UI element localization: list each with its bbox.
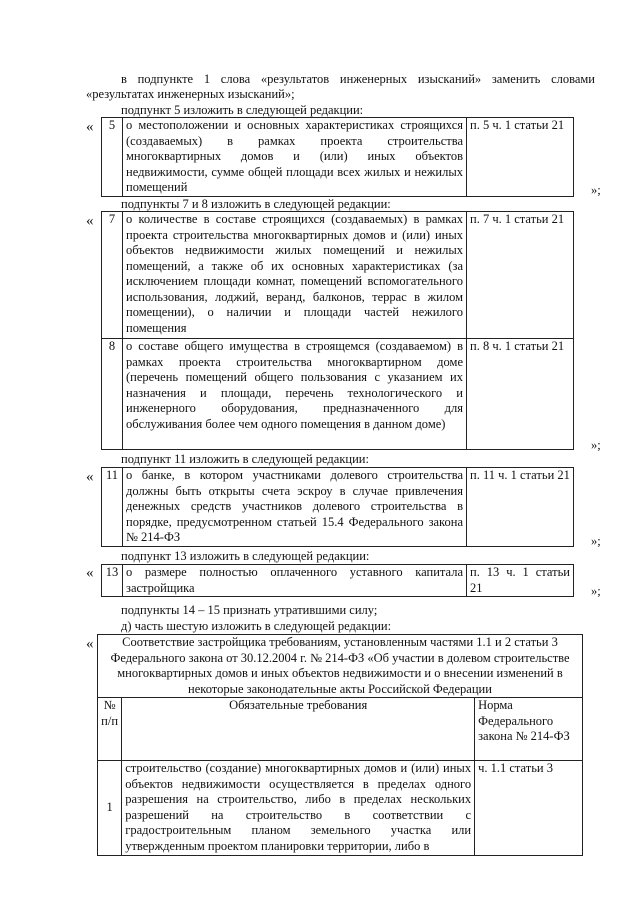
row-number: 1: [98, 761, 122, 856]
row-text: о составе общего имущества в строящемся (создаваемом) в рамках проекта строительства многоквартирном доме (перечень помещений общего пользования с указанием их назначения и площади, перечень технологического и инженерного оборудования, предназначенного для обслуживания более чем одного помещения в данном доме): [123, 339, 467, 450]
part-six-line: д) часть шестую изложить в следующей редакции:: [121, 619, 392, 633]
row-number: 5: [102, 118, 123, 197]
quote-open: «: [86, 636, 94, 652]
quote-close: »;: [591, 534, 601, 548]
heading-subpoint-5: подпункт 5 изложить в следующей редакции:: [121, 103, 364, 117]
col-header-norm: Норма Федерального закона № 214-ФЗ: [475, 698, 583, 761]
row-table-13: [101, 564, 574, 597]
quote-open: «: [86, 565, 94, 581]
row-table-11: [101, 467, 574, 547]
row-reference: п. 13 ч. 1 статьи 21: [467, 565, 574, 597]
row-text: о банке, в котором участниками долевого строительства должны быть открыты счета эскроу в случае привлечения денежных средств участников долевого строительства в порядке, предусмотренном статьей 15.4 Федерального закона № 214-ФЗ: [123, 468, 467, 547]
row-text: строительство (создание) многоквартирных домов и (или) иных объектов недвижимости осуществляется в пределах одного разрешения на строительство, либо в пределах нескольких разрешений на строительство в соответствии с градостроительным планом земельного участка или утвержденным проектом планировки территории, либо в: [122, 761, 475, 856]
heading-subpoints-7-8: подпункты 7 и 8 изложить в следующей редакции:: [121, 197, 391, 211]
quote-close: »;: [591, 438, 601, 452]
developer-requirements-table: [97, 634, 583, 856]
row-reference: п. 5 ч. 1 статьи 21: [467, 118, 574, 197]
margin-mark: [54, 48, 55, 49]
quote-open: «: [86, 469, 94, 485]
row-table-7-8: [101, 211, 574, 450]
row-number: 11: [102, 468, 123, 547]
row-number: 7: [102, 212, 123, 339]
table-caption: Соответствие застройщика требованиям, установленным частями 1.1 и 2 статьи 3 Федерального закона от 30.12.2004 г. № 214-ФЗ «Об участии в долевом строительстве многоквартирных домов и иных объектов недвижимости и о внесении изменений в некоторые законодательные акты Российской Федерации: [98, 635, 583, 698]
quote-close: »;: [591, 183, 601, 197]
heading-subpoint-11: подпункт 11 изложить в следующей редакции:: [121, 452, 369, 466]
row-number: 8: [102, 339, 123, 450]
row-number: 13: [102, 565, 123, 597]
invalidate-line: подпункты 14 – 15 признать утратившими силу;: [121, 603, 378, 617]
intro-line-1: в подпункте 1 слова «результатов инженерных изысканий» заменить словами: [121, 72, 595, 86]
col-header-requirements: Обязательные требования: [122, 698, 475, 761]
row-text: о местоположении и основных характеристиках строящихся (создаваемых) в рамках проекта строительства многоквартирных домов и (или) иных объектов недвижимости, сумме общей площади всех жилых и нежилых помещений: [123, 118, 467, 197]
row-reference: п. 11 ч. 1 статьи 21: [467, 468, 574, 547]
row-reference: п. 7 ч. 1 статьи 21: [467, 212, 574, 339]
row-reference: ч. 1.1 статьи 3: [475, 761, 583, 856]
col-header-number: № п/п: [98, 698, 122, 761]
intro-line-2: «результатах инженерных изысканий»;: [86, 87, 295, 101]
heading-subpoint-13: подпункт 13 изложить в следующей редакции:: [121, 549, 370, 563]
quote-open: «: [86, 213, 94, 229]
row-text: о количестве в составе строящихся (создаваемых) в рамках проекта строительства многоквартирных домов и (или) иных объектов недвижимости жилых помещений и нежилых помещений, а также об их основных характеристиках (за исключением площади комнат, помещений вспомогательного использования, лоджий, веранд, балконов, террас в жилом помещении), о наличии и площади частей нежилого помещения: [123, 212, 467, 339]
quote-close: »;: [591, 584, 601, 598]
row-reference: п. 8 ч. 1 статьи 21: [467, 339, 574, 450]
row-table-5: [101, 117, 574, 197]
row-text: о размере полностью оплаченного уставного капитала застройщика: [123, 565, 467, 597]
quote-open: «: [86, 119, 94, 135]
